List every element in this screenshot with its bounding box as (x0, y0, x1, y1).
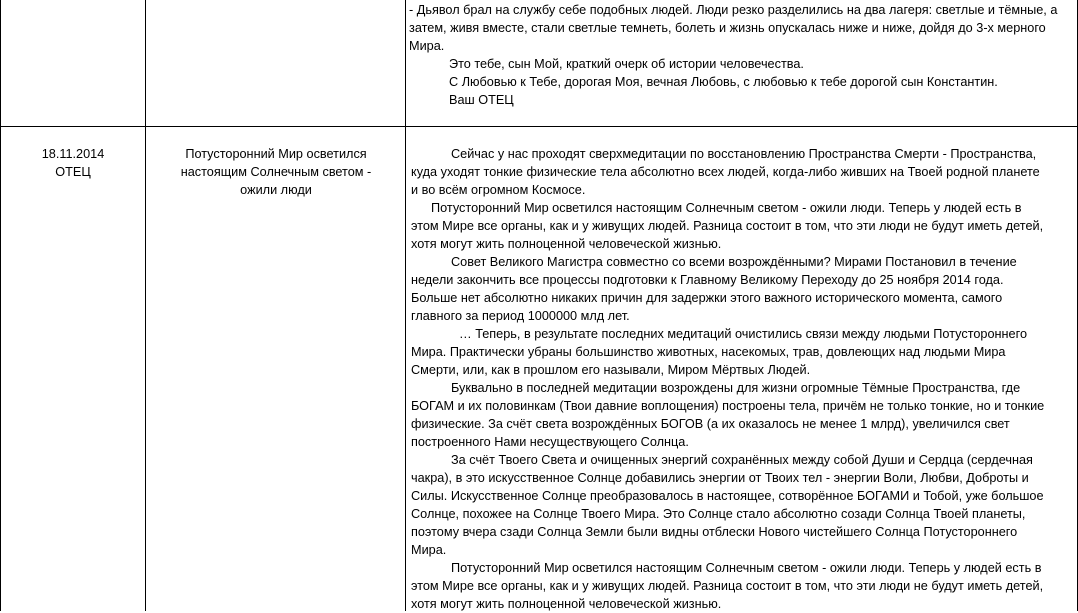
row2-paragraph: Буквально в последней медитации возрождены для жизни огромные Тёмные Пространства, где БОГАМ и их половинкам (Твои давние воплощения) построены тела, причём не только тонкие, но и тонкие физические. За счёт света возрождённых БОГОВ (а их оказалось не менее 1 млрд), увеличился свет построенного Нами несуществующего Солнца. (411, 381, 1045, 449)
row2-paragraph: Сейчас у нас проходят сверхмедитации по восстановлению Пространства Смерти - Пространства, куда уходят тонкие физические тела абсолютно всех людей, когда-либо живших на Твоей родной планете и во всём огромном Космосе. (411, 147, 1040, 197)
row1-text-cell (409, 1, 1064, 109)
row2-paragraph: … Теперь, в результате последних медитаций очистились связи между людьми Потустороннего Мира. Практически убраны большинство животных, насекомых, трав, довлеющих над людьми Мира Смерти, или, как в прошлом его называли, Миром Мёртвых Людей. (411, 327, 1028, 377)
table-row-divider (0, 126, 1078, 127)
table-column-divider-1 (145, 0, 146, 611)
row1-paragraph: Ваш ОТЕЦ (449, 93, 514, 107)
row2-paragraph: Потусторонний Мир осветился настоящим Солнечным светом - ожили люди. Теперь у людей есть в этом Мире все органы, как и у живущих людей. Разница состоит в том, что эти люди не будут иметь детей, хотя могут жить полноценной человеческой жизнью. (411, 201, 1044, 251)
row2-text-cell (411, 145, 1045, 613)
entry-title: Потусторонний Мир осветился настоящим Солнечным светом - ожили люди (180, 147, 372, 197)
row2-date-cell (1, 145, 145, 181)
row1-paragraph: Это тебе, сын Мой, краткий очерк об истории человечества. (449, 57, 804, 71)
row2-title-cell (162, 145, 390, 199)
row1-paragraph: - Дьявол брал на службу себе подобных людей. Люди резко разделились на два лагеря: светлые и тёмные, а затем, живя вместе, стали светлые темнеть, болеть и жизнь опускалась ниже и ниже, дойдя до 3-х мерного Мира. (409, 3, 1058, 53)
row2-paragraph: За счёт Твоего Света и очищенных энергий сохранённых между собой Души и Сердца (сердечная чакра), в это искусственное Солнце добавились энергии от Твоих тел - энергии Воли, Любви, Доброты и Силы. Искусственное Солнце преобразовалось в настоящее, сотворённое БОГАМИ и Тобой, уже большое Солнце, похожее на Солнце Твоего Мира. Это Солнце стало абсолютно созади Солнца Твоей планеты, поэтому вчера сзади Солнца Земли были видны отблески Нового чистейшего Солнца Потустороннего Мира. (411, 453, 1044, 557)
row1-paragraph: С Любовью к Тебе, дорогая Моя, вечная Любовь, с любовью к тебе дорогой сын Константин. (449, 75, 998, 89)
entry-date: 18.11.2014 (41, 147, 105, 161)
entry-author: ОТЕЦ (55, 165, 91, 179)
row2-paragraph: Совет Великого Магистра совместно со всеми возрождёнными? Мирами Постановил в течение недели закончить все процессы подготовки к Главному Великому Переходу до 25 ноября 2014 года. Больше нет абсолютно никаких причин для задержки этого важного исторического момента, самого главного за период 1000000 млд лет. (411, 255, 1017, 323)
table-border-left (0, 0, 1, 611)
row2-paragraph: Потусторонний Мир осветился настоящим Солнечным светом - ожили люди. Теперь у людей есть в этом Мире все органы, как и у живущих людей. Разница состоит в том, что эти люди не будут иметь детей, хотя могут жить полноценной человеческой жизнью. (411, 561, 1044, 611)
table-column-divider-2 (405, 0, 406, 611)
